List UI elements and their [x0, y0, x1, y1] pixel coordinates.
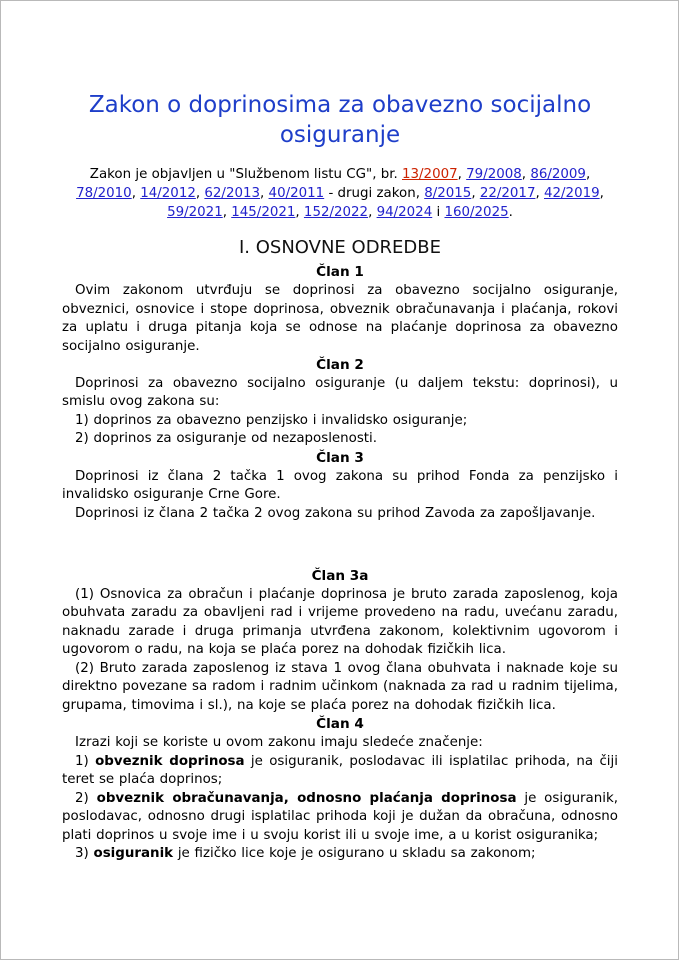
list-item [62, 845, 618, 864]
list-item [62, 790, 618, 846]
text-run: i [432, 204, 445, 220]
text-run: je osiguranik, poslodavac ili isplatilac prihoda, na čiji teret se plaća doprinos; [62, 753, 618, 788]
paragraph [62, 468, 618, 505]
articles-container [62, 263, 618, 863]
text-run: , [260, 185, 269, 201]
list-item [62, 430, 618, 449]
gazette-issue-link[interactable]: 59/2021 [167, 204, 223, 220]
paragraph [62, 505, 618, 524]
article-heading: Član 1 [316, 264, 364, 281]
text-run: , [131, 185, 141, 201]
text-run: - drugi zakon, [324, 185, 425, 201]
gazette-issue-link[interactable]: 62/2013 [204, 185, 261, 201]
text-run: , [295, 204, 304, 220]
text-run: , [457, 166, 467, 182]
list-item [62, 412, 618, 431]
text-run: 1) doprinos za obavezno penzijsko i invalidsko osiguranje; [75, 412, 468, 428]
paragraph [62, 734, 618, 753]
text-run: Doprinosi za obavezno socijalno osiguranje (u daljem tekstu: doprinosi), u smislu ovog zakona su: [62, 375, 618, 410]
gazette-issue-link[interactable]: 79/2008 [466, 166, 522, 182]
text-run: , [471, 185, 480, 201]
article [62, 567, 618, 715]
publication-note [68, 165, 612, 222]
text-run: 2) [75, 790, 97, 806]
list-item [62, 753, 618, 790]
paragraph [62, 282, 618, 356]
text-run: , [585, 166, 591, 182]
gazette-issue-link[interactable]: 22/2017 [479, 185, 536, 201]
text-run: , [368, 204, 377, 220]
article [62, 356, 618, 449]
text-run: je osiguranik, poslodavac, odnosno drugi isplatilac prihoda koji je dužan da obračuna, odnosno plati doprinos u svoje ime i u svoju korist ili u svoje ime, a u korist osiguranika; [62, 790, 618, 843]
gazette-issue-link[interactable]: 13/2007 [402, 166, 458, 182]
gazette-issue-link[interactable]: 42/2019 [544, 185, 600, 201]
article [62, 715, 618, 863]
text-run: 3) [75, 846, 94, 862]
gazette-issue-link[interactable]: 160/2025 [444, 204, 509, 220]
defined-term: obveznik obračunavanja, odnosno plaćanja doprinosa [96, 790, 517, 806]
article-heading: Član 3a [311, 568, 369, 585]
document-title: Zakon o doprinosima za obavezno socijalno osiguranje [88, 92, 592, 148]
text-run: Zakon je objavljen u "Službenom listu CG", br. [89, 166, 402, 182]
section-heading: I. OSNOVNE ODREDBE [238, 236, 442, 258]
document-page [1, 1, 678, 864]
gazette-issue-link[interactable]: 94/2024 [376, 204, 433, 220]
text-run: je fizičko lice koje je osigurano u skladu sa zakonom; [173, 846, 536, 862]
paragraph [62, 660, 618, 716]
paragraph [62, 375, 618, 412]
article [62, 263, 618, 356]
text-run: , [222, 204, 232, 220]
defined-term: osiguranik [93, 846, 174, 862]
text-run: . [508, 204, 513, 220]
gazette-issue-link[interactable]: 14/2012 [140, 185, 196, 201]
text-run: , [521, 166, 531, 182]
article-heading: Član 2 [316, 357, 364, 374]
article-heading: Član 3 [316, 449, 364, 466]
gazette-issue-link[interactable]: 8/2015 [424, 185, 472, 201]
article [62, 449, 618, 523]
gazette-issue-link[interactable]: 86/2009 [530, 166, 586, 182]
text-run: (2) Bruto zarada zaposlenog iz stava 1 ovog člana obuhvata i naknade koje su direktno povezane sa radom i radnim učinkom (naknada za rad u radnim tijelima, grupama, timovima i sl.), na koje se plaća porez na dohodak fizičkih lica. [62, 660, 618, 713]
text-run: Doprinosi iz člana 2 tačka 2 ovog zakona su prihod Zavoda za zapošljavanje. [75, 505, 596, 521]
gazette-issue-link[interactable]: 40/2011 [268, 185, 325, 201]
text-run: Izrazi koji se koriste u ovom zakonu imaju sledeće značenje: [75, 735, 483, 751]
gazette-issue-link[interactable]: 152/2022 [303, 204, 369, 220]
text-run: , [535, 185, 544, 201]
gazette-issue-link[interactable]: 145/2021 [231, 204, 296, 220]
text-run: (1) Osnovica za obračun i plaćanje doprinosa je bruto zarada zaposlenog, koja obuhvata zaradu za obavljeni rad i vrijeme provedeno na radu, uvećanu zaradu, naknadu zarade i druga primanja utvrđena zakonom, kolektivnim ugovorom i ugovorom o radu, na koja se plaća porez na dohodak fizičkih lica. [62, 586, 618, 658]
text-run: , [599, 185, 604, 201]
text-run: 1) [75, 753, 96, 769]
article-heading: Član 4 [316, 716, 364, 733]
defined-term: obveznik doprinosa [95, 753, 245, 769]
text-run: , [195, 185, 205, 201]
gazette-issue-link[interactable]: 78/2010 [76, 185, 132, 201]
paragraph [62, 586, 618, 660]
text-run: Ovim zakonom utvrđuju se doprinosi za obavezno socijalno osiguranje, obveznici, osnovice i stope doprinosa, obveznik obračunavanja i plaćanja, rokovi za uplatu i druga pitanja koja se odnose na plaćanje doprinosa za obavezno socijalno osiguranje. [62, 283, 618, 354]
text-run: 2) doprinos za osiguranje od nezaposlenosti. [75, 431, 378, 447]
text-run: Doprinosi iz člana 2 tačka 1 ovog zakona su prihod Fonda za penzijsko i invalidsko osiguranje Crne Gore. [62, 468, 618, 503]
